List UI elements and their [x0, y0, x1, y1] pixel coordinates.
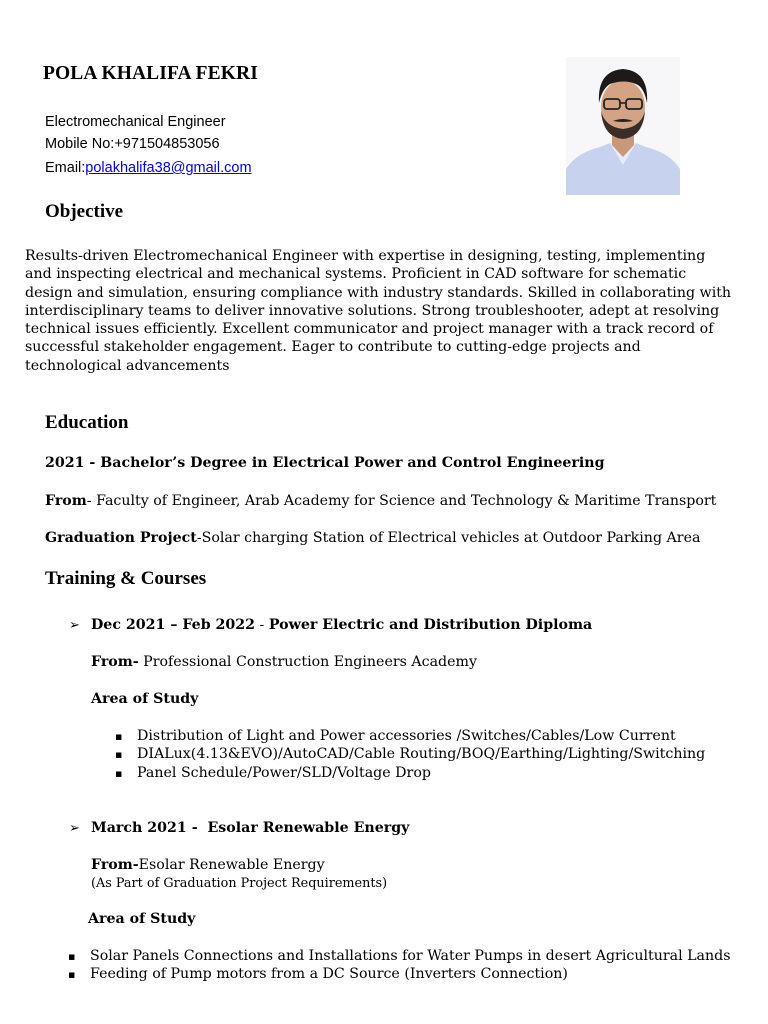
course-1-from-line — [91, 654, 477, 670]
training-heading: Training & Courses — [45, 568, 207, 589]
course-1-header — [69, 617, 592, 633]
graduation-project-label: Graduation Project — [45, 530, 197, 546]
course-1-area-label — [91, 691, 198, 707]
objective-heading: Objective — [45, 201, 124, 222]
course-2-title: Esolar Renewable Energy — [197, 820, 410, 836]
course-2-area-label-text: Area of Study — [88, 911, 196, 927]
job-title: Electromechanical Engineer — [45, 114, 226, 130]
education-from-value: - Faculty of Engineer, Arab Academy for Science and Technology & Maritime Transport — [86, 493, 717, 509]
course-1-item-3: Panel Schedule/Power/SLD/Voltage Drop — [137, 765, 431, 781]
education-from-label: From — [45, 493, 87, 509]
profile-photo — [566, 57, 680, 195]
square-bullet-icon: ▪ — [115, 730, 123, 743]
course-1-item-1: Distribution of Light and Power accessories /Switches/Cables/Low Current — [137, 728, 676, 744]
course-1-title: Power Electric and Distribution Diploma — [268, 617, 593, 633]
course-2-item-1: Solar Panels Connections and Installations for Water Pumps in desert Agricultural Lands — [90, 948, 731, 964]
course-2-header — [69, 820, 409, 836]
degree-line — [45, 455, 605, 471]
list-item — [115, 728, 676, 744]
education-from-line — [45, 493, 716, 509]
email-label: Email: — [45, 160, 86, 176]
list-item — [68, 966, 568, 982]
mobile-number: +971504853056 — [114, 136, 220, 152]
arrow-bullet-icon: ➢ — [69, 821, 80, 836]
course-1-from-label: From- — [91, 654, 139, 670]
course-2-from-label: From- — [91, 857, 139, 873]
graduation-project-value: -Solar charging Station of Electrical vehicles at Outdoor Parking Area — [196, 530, 701, 546]
course-2-from-value: Esolar Renewable Energy — [138, 857, 325, 873]
course-1-dates: Dec 2021 – Feb 2022 — [91, 617, 256, 633]
course-2-note: (As Part of Graduation Project Requirements) — [91, 876, 388, 891]
course-1-separator: - — [255, 617, 269, 633]
email-link[interactable]: polakhalifa38@gmail.com — [85, 160, 252, 176]
course-2-item-2: Feeding of Pump motors from a DC Source (Inverters Connection) — [90, 966, 568, 982]
course-1-area-label-text: Area of Study — [91, 691, 199, 707]
course-1-item-2: DIALux(4.13&EVO)/AutoCAD/Cable Routing/BOQ/Earthing/Lighting/Switching — [137, 746, 706, 762]
square-bullet-icon: ▪ — [68, 968, 76, 981]
course-1-from-value: Professional Construction Engineers Academy — [138, 654, 478, 670]
list-item — [68, 948, 731, 964]
course-2-dates: March 2021 - — [91, 820, 198, 836]
course-2-area-label — [88, 911, 195, 927]
arrow-bullet-icon: ➢ — [69, 618, 80, 633]
education-heading: Education — [45, 412, 129, 433]
mobile-label: Mobile No: — [45, 136, 115, 152]
mobile-line — [45, 136, 220, 152]
candidate-name: POLA KHALIFA FEKRI — [43, 63, 258, 84]
email-line — [45, 160, 252, 176]
square-bullet-icon: ▪ — [115, 748, 123, 761]
graduation-project-line — [45, 530, 700, 546]
list-item — [115, 765, 431, 781]
objective-text: Results-driven Electromechanical Engineer with expertise in designing, testing, implementing and inspecting electrical and mechanical systems. Proficient in CAD software for schematic design and simulation, ensuring compliance with industry standards. Skilled in collaborating with interdisciplinary teams to deliver innovative solutions. Strong troubleshooter, adept at resolving technical issues efficiently. Excellent communicator and project manager with a track record of successful stakeholder engagement. Eager to contribute to cutting-edge projects and technological advancements — [25, 248, 732, 374]
degree-year: 2021 - — [45, 455, 96, 471]
square-bullet-icon: ▪ — [68, 950, 76, 963]
course-2-from-line — [91, 857, 325, 873]
list-item — [115, 746, 705, 762]
degree-title: Bachelor’s Degree in Electrical Power and Control Engineering — [95, 455, 605, 471]
square-bullet-icon: ▪ — [115, 767, 123, 780]
